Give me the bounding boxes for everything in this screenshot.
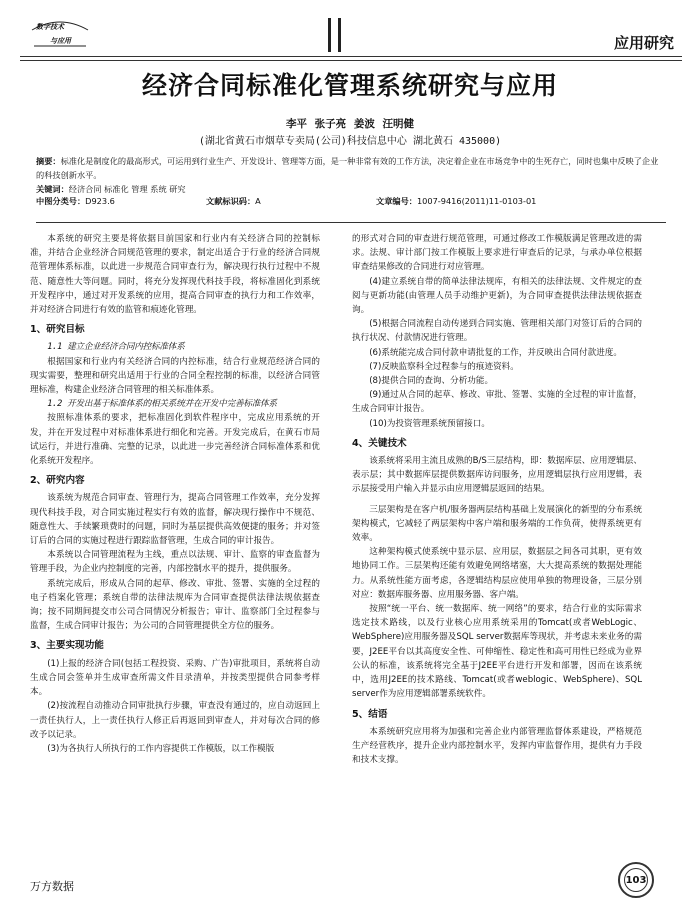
paragraph: (8)提供合同的查询、分析功能。 <box>369 376 494 387</box>
paragraph: 根据国家和行业内有关经济合同的内控标准，结合行业规范经济合同的现实需要，整理和研究出适用于行业的合同全程控制的标准，以经济合同管理标准，构建企业经济合同管理的相关标准体系。 <box>30 356 320 396</box>
section-heading: 5、结语 <box>352 708 388 720</box>
paragraph: 的形式对合同的审查进行规范管理，可通过修改工作模版满足管理改进的需求。法规、审计部门按工作模版上要求进行审查后的记录，与承办单位根据审查结果修改的合同进行对应管理。 <box>352 234 642 273</box>
paragraph: 本系统以合同管理流程为主线，重点以法规、审计、监察的审查监督为管理手段，为企业内控制度的完善，内部控制水平的提升，提供服务。 <box>30 550 320 575</box>
clc-label: 中图分类号： <box>36 196 86 206</box>
abstract-label: 摘要： <box>36 156 61 166</box>
header-rule <box>20 60 682 61</box>
paragraph: (7)反映监察科全过程参与的痕迹资料。 <box>369 361 519 372</box>
page-header <box>20 8 682 64</box>
logo-text-line2: 与应用 <box>50 37 71 45</box>
paragraph: 该系统将采用主流且成熟的B/S三层结构，即：数据库层、应用逻辑层、表示层；其中数据库层提供数据库访问服务，应用逻辑层执行应用逻辑，表示层接受用户输入并显示由应用逻辑层返回的结果。 <box>352 456 642 495</box>
paragraph: (10)为投资管理系统预留接口。 <box>369 418 490 429</box>
subsection-heading: 1.1 建立企业经济合同内控标准体系 <box>47 342 185 353</box>
article-id-label: 文章编号： <box>376 196 417 206</box>
paragraph: (3)为各执行人所执行的工作内容提供工作模版，以工作模版 <box>47 743 275 754</box>
keywords-line <box>36 182 666 196</box>
paragraph: 这种架构模式使系统中显示层、应用层，数据层之间各司其职，更有效地协同工作。三层架构还能有效避免网络堵塞，大大提高系统的数据处理能力。从系统性能方面考虑，各逻辑结构层应使用单独的物理设备，三层分别对应：数据库服务器、应用服务器、客户端。 <box>352 547 642 600</box>
doc-code-label: 文献标识码： <box>206 196 256 206</box>
section-heading: 3、主要实现功能 <box>30 640 104 652</box>
doc-code-value: A <box>255 196 261 206</box>
article-id-value: 1007-9416(2011)11-0103-01 <box>416 196 537 206</box>
paragraph: (1)上报的经济合同(包括工程投资、采购、广告)审批项目，系统将自动生成合同会签单并生成审查所需文件目录清单，并按类型提供合同参考样本。 <box>30 658 320 698</box>
right-column <box>352 232 642 767</box>
section-title: 应用研究 <box>613 34 674 52</box>
paragraph: (5)根据合同流程自动传递到合同实施、管理相关部门对签订后的合同的执行状况、付款情况进行管理。 <box>352 319 642 344</box>
paragraph: 三层架构是在客户机/服务器两层结构基础上发展演化的新型的分布系统架构模式，它减轻了两层架构中客户端和服务端的工作负荷，使得系统更有效率。 <box>352 504 642 544</box>
journal-logo <box>30 16 90 52</box>
keywords-value: 经济合同 标准化 管理 系统 研究 <box>68 184 186 194</box>
abstract-body: 标准化是制度化的最高形式，可运用到行业生产、开发设计、管理等方面，是一种非常有效的工作方法，决定着企业在市场竞争中的生死存亡，同时也集中反映了企业的科技创新水平。 <box>36 156 659 180</box>
header-rule <box>20 56 682 57</box>
clc-value: D923.6 <box>85 196 115 206</box>
header-divider-bar <box>338 18 341 52</box>
keywords-label: 关键词： <box>36 184 69 194</box>
paragraph: 本系统的研究主要是将依据目前国家和行业内有关经济合同的控制标准，并结合企业经济合同规范管理的要求，制定出适合于行业的经济合同规范管理体系标准，以此进一步规范合同审查行为，解决现行执行过程中不规范、随意性大等问题。同时，将充分发挥现代科技手段，将标准固化到系统开发程序中，通过对开发系统的应用，提高合同审查的执行力和工作效率，并对经济合同进行有效的监管和痕迹化管理。 <box>30 234 320 316</box>
paragraph: (2)按流程自动推动合同审批执行步骤，审查没有通过的，应自动返回上一责任执行人，上一责任执行人修正后再返回到审查人，并对每次合同的修改予以记录。 <box>30 701 320 740</box>
logo-text-line1: 数字技术 <box>36 23 64 31</box>
paragraph: 系统完成后，形成从合同的起草、修改、审批、签署、实施的全过程的电子档案化管理；系统自带的法律法规库为合同审查提供法律法规依据查询；按不同期间提交市公司合同情况分析报告；审计、监察部门全过程参与监督，生成合同审计报告；为公司的合同管理提供全方位的服务。 <box>30 578 320 632</box>
paragraph: (4)建立系统自带的简单法律法规库，有相关的法律法规、文件规定的查阅与更新功能(由管理人员手动维护更新)，为合同审查提供法律法规依据查询。 <box>352 276 642 316</box>
left-column <box>30 232 320 756</box>
subsection-heading: 1.2 开发出基于标准体系的相关系统并在开发中完善标准体系 <box>47 399 277 410</box>
article-authors: 李平 张子亮 姜波 汪明健 <box>286 118 414 130</box>
paragraph: 按照“统一平台、统一数据库、统一网络”的要求，结合行业的实际需求选定技术路线，以及行业核心应用系统采用的Tomcat(或者WebLogic、WebSphere)应用服务器及SQL server数据库等现状，并考虑未来业务的需要，J2EE平台以其高度安全性、可伸缩性、稳定性和高可用性已经成为业界公认的标准，该系统将完全基于J2EE平台进行开发和部署，因而在该系统中，选用J2EE的技术路线、Tomcat(或者weblogic、WebSphere)、SQL server作为应用逻辑部署系统软件。 <box>352 604 642 700</box>
abstract-block <box>36 154 666 196</box>
abstract-text <box>36 154 666 182</box>
section-heading: 1、研究目标 <box>30 324 85 336</box>
paragraph: (9)通过从合同的起草、修改、审批、签署、实施的全过程的审计监督，生成合同审计报告。 <box>352 390 642 415</box>
header-divider-bar <box>328 18 331 52</box>
page-number-badge <box>618 862 654 898</box>
article-affiliation: (湖北省黄石市烟草专卖局(公司)科技信息中心 湖北黄石 435000) <box>198 136 502 147</box>
article-title: 经济合同标准化管理系统研究与应用 <box>141 71 558 100</box>
abstract-rule <box>36 222 666 223</box>
footer-brand: 万方数据 <box>30 880 74 893</box>
paragraph: 按照标准体系的要求，把标准固化到软件程序中，完成应用系统的开发，并在开发过程中对标准体系进行细化和完善。开发完成后，在黄石市局试运行，并进行准确、完整的记录，以此进一步完善经济合同标准体系和优化系统开发程序。 <box>30 413 320 467</box>
paragraph: (6)系统能完成合同付款申请批复的工作，并反映出合同付款进度。 <box>369 347 622 358</box>
paragraph: 该系统为规范合同审查、管理行为，提高合同管理工作效率，充分发挥现代科技手段，对合同实施过程实行有效的监督，解决现行操作中不规范、随意性大、手续繁琐费时的问题，同时为基层提供高效便捷的服务；并对签订后的合同的实施过程进行跟踪监督管理，生成合同的审计报告。 <box>30 493 320 547</box>
section-heading: 2、研究内容 <box>30 475 85 487</box>
paragraph: 本系统研究应用将为加强和完善企业内部管理监督体系建设，严格规范生产经营秩序，提升企业内部控制水平，发挥内审监督作用，提供有力手段和技术支撑。 <box>352 726 642 766</box>
section-heading: 4、关键技术 <box>352 437 407 449</box>
page-number: 103 <box>624 868 648 892</box>
